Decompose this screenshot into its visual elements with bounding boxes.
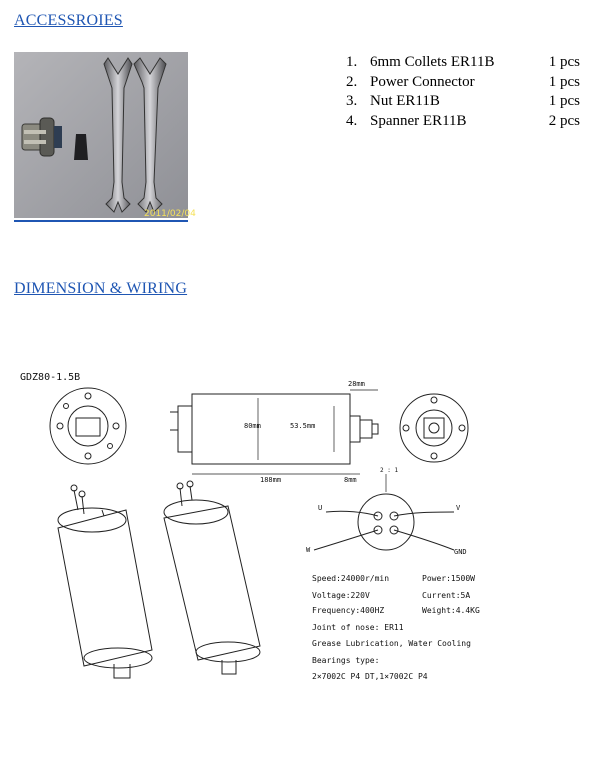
item-name: Nut ER11B (370, 93, 440, 109)
item-number: 1. (346, 54, 358, 70)
item-qty: 1 pcs (548, 73, 580, 90)
wire-v-label: V (456, 504, 461, 512)
wire-gnd-label: GND (454, 548, 467, 556)
list-item (346, 92, 586, 112)
right-end-view (400, 394, 468, 462)
spec-lubrication: Grease Lubrication, Water Cooling (312, 639, 471, 648)
dim-gap: 8mm (344, 476, 357, 484)
spec-bearings-title: Bearings type: (312, 656, 380, 665)
spec-joint: Joint of nose: ER11 (312, 623, 404, 632)
list-item (346, 112, 586, 132)
spec-bearings: 2×7002C P4 DT,1×7002C P4 (312, 672, 428, 681)
accessories-photo (14, 52, 196, 222)
perspective-view-1 (58, 485, 152, 678)
model-label: GDZ80-1.5B (20, 372, 81, 383)
dimension-drawing (14, 360, 484, 700)
left-end-view (50, 388, 126, 464)
item-qty: 1 pcs (548, 54, 580, 70)
item-name: Power Connector (370, 73, 475, 90)
item-number: 3. (346, 93, 358, 109)
item-qty: 2 pcs (548, 112, 580, 129)
item-number: 2. (346, 73, 358, 90)
accessories-heading[interactable]: ACCESSROIES (14, 12, 123, 29)
wire-w-label: W (306, 546, 311, 554)
side-view (170, 390, 378, 474)
list-item (346, 53, 586, 73)
item-name: Spanner ER11B (370, 112, 467, 129)
pin-label: 2 : 1 (380, 467, 399, 474)
item-qty: 1 pcs (548, 93, 580, 109)
item-number: 4. (346, 112, 358, 129)
dim-nose: 28mm (348, 380, 365, 388)
wiring-diagram (314, 474, 454, 550)
spec-speed: Speed:24000r/min (312, 574, 390, 583)
spec-current: Current:5A (422, 591, 471, 600)
dim-inner-diameter: 53.5mm (290, 422, 316, 430)
wire-u-label: U (318, 504, 323, 512)
dim-length: 188mm (260, 476, 282, 484)
spec-weight: Weight:4.4KG (422, 606, 480, 615)
accessories-list (346, 53, 586, 131)
item-name: 6mm Collets ER11B (370, 54, 495, 70)
list-item (346, 73, 586, 93)
spec-power: Power:1500W (422, 574, 475, 583)
dim-diameter: 80mm (244, 422, 261, 430)
perspective-view-2 (164, 481, 260, 674)
dimension-heading[interactable]: DIMENSION & WIRING (14, 280, 188, 297)
spec-voltage: Voltage:220V (312, 591, 370, 600)
photo-date-stamp: 2011/02/04 (144, 209, 196, 219)
collet-image (74, 134, 88, 160)
spec-frequency: Frequency:400HZ (312, 606, 385, 615)
